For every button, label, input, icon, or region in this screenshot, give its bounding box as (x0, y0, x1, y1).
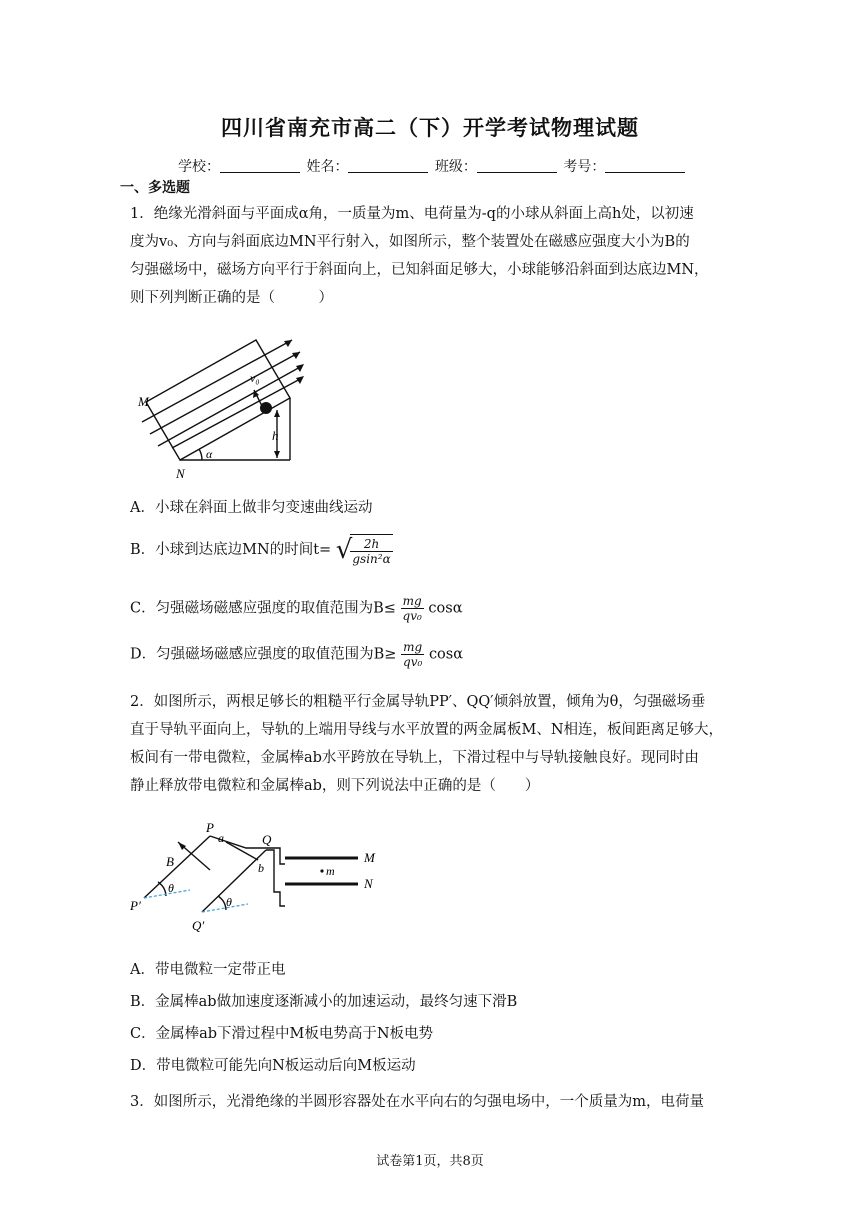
label-alpha: α (206, 447, 213, 461)
exam-no-blank (605, 158, 685, 173)
question-1-line: 匀强磁场中，磁场方向平行于斜面向上，已知斜面足够大，小球能够沿斜面到达底边MN， (130, 262, 709, 278)
question-2-line: 板间有一带电微粒，金属棒ab水平跨放在导轨上，下滑过程中与导轨接触良好。现同时由 (130, 750, 699, 766)
question-1-line: 则下列判断正确的是（ ） (130, 290, 333, 306)
question-1-line: 1．绝缘光滑斜面与平面成α角，一质量为m、电荷量为-q的小球从斜面上高h处，以初速 (130, 206, 694, 222)
option-b-numerator: 2h (350, 537, 392, 552)
label-particle-m: m (326, 864, 335, 878)
label-theta-1: θ (168, 881, 174, 895)
class-blank (477, 158, 557, 173)
question-2-option-a: A．带电微粒一定带正电 (130, 962, 286, 978)
label-plate-n: N (364, 876, 373, 891)
page-footer: 试卷第1页，共8页 (376, 1154, 484, 1169)
question-2-line: 2．如图所示，两根足够长的粗糙平行金属导轨PP′、QQ′倾斜放置，倾角为θ，匀强磁场垂 (130, 694, 706, 710)
label-p: P (206, 820, 214, 835)
question-2-option-d: D．带电微粒可能先向N板运动后向M板运动 (130, 1058, 416, 1074)
option-d-denominator: qv₀ (403, 655, 423, 669)
question-1-line: 度为v₀、方向与斜面底边MN平行射入，如图所示，整个装置处在磁感应强度大小为B的 (130, 234, 690, 250)
option-c-text: C．匀强磁场磁感应强度的取值范围为B≤ (130, 600, 396, 617)
option-c-numerator: mg (401, 594, 424, 609)
class-label: 班级： (434, 159, 477, 175)
name-label: 姓名： (306, 159, 349, 175)
label-theta-2: θ (226, 895, 232, 909)
option-c-suffix: cosα (428, 600, 463, 617)
school-label: 学校： (178, 159, 220, 175)
question-2-option-c: C．金属棒ab下滑过程中M板电势高于N板电势 (130, 1026, 434, 1042)
label-plate-m: M (364, 850, 375, 865)
option-d-suffix: cosα (428, 646, 464, 663)
label-q-prime: Q′ (192, 918, 205, 933)
question-1-option-b (130, 534, 393, 566)
question-1-option-a: A．小球在斜面上做非匀变速曲线运动 (130, 500, 373, 516)
school-blank (220, 158, 300, 173)
question-1-option-d (130, 640, 463, 669)
student-info (178, 156, 687, 176)
label-a: a (218, 831, 224, 845)
question-1-stem (130, 200, 732, 312)
question-1-option-c (130, 594, 463, 623)
label-field-b: B (166, 854, 174, 869)
label-m: M (138, 394, 149, 409)
option-c-denominator: qv₀ (402, 609, 422, 623)
question-2-line: 静止释放带电微粒和金属棒ab，则下列说法中正确的是（ ） (130, 778, 540, 794)
label-h: h (272, 428, 279, 443)
page-title: 四川省南充市高二（下）开学考试物理试题 (221, 115, 639, 140)
label-q: Q (262, 832, 272, 847)
option-b-text: B．小球到达底边MN的时间t= (130, 542, 332, 558)
question-2-stem (130, 688, 732, 800)
option-d-numerator: mg (401, 640, 424, 655)
label-p-prime: P′ (130, 898, 141, 913)
label-n: N (176, 466, 185, 481)
label-b: b (258, 861, 264, 875)
section-heading: 一、多选题 (120, 180, 190, 196)
question-1-figure (132, 330, 312, 482)
question-2-figure (130, 820, 390, 938)
question-3-stem: 3．如图所示，光滑绝缘的半圆形容器处在水平向右的匀强电场中，一个质量为m，电荷量 (130, 1094, 704, 1110)
question-2-line: 直于导轨平面向上，导轨的上端用导线与水平放置的两金属板M、N相连，板间距离足够大， (130, 722, 724, 738)
sqrt-sign: √ (335, 535, 353, 565)
exam-no-label: 考号： (563, 159, 606, 175)
label-v0: v₀ (250, 371, 260, 385)
question-2-option-b: B．金属棒ab做加速度逐渐减小的加速运动，最终匀速下滑B (130, 994, 518, 1010)
name-blank (348, 158, 428, 173)
option-d-text: D．匀强磁场磁感应强度的取值范围为B≥ (130, 646, 397, 663)
option-b-denominator: gsin²α (352, 552, 391, 566)
